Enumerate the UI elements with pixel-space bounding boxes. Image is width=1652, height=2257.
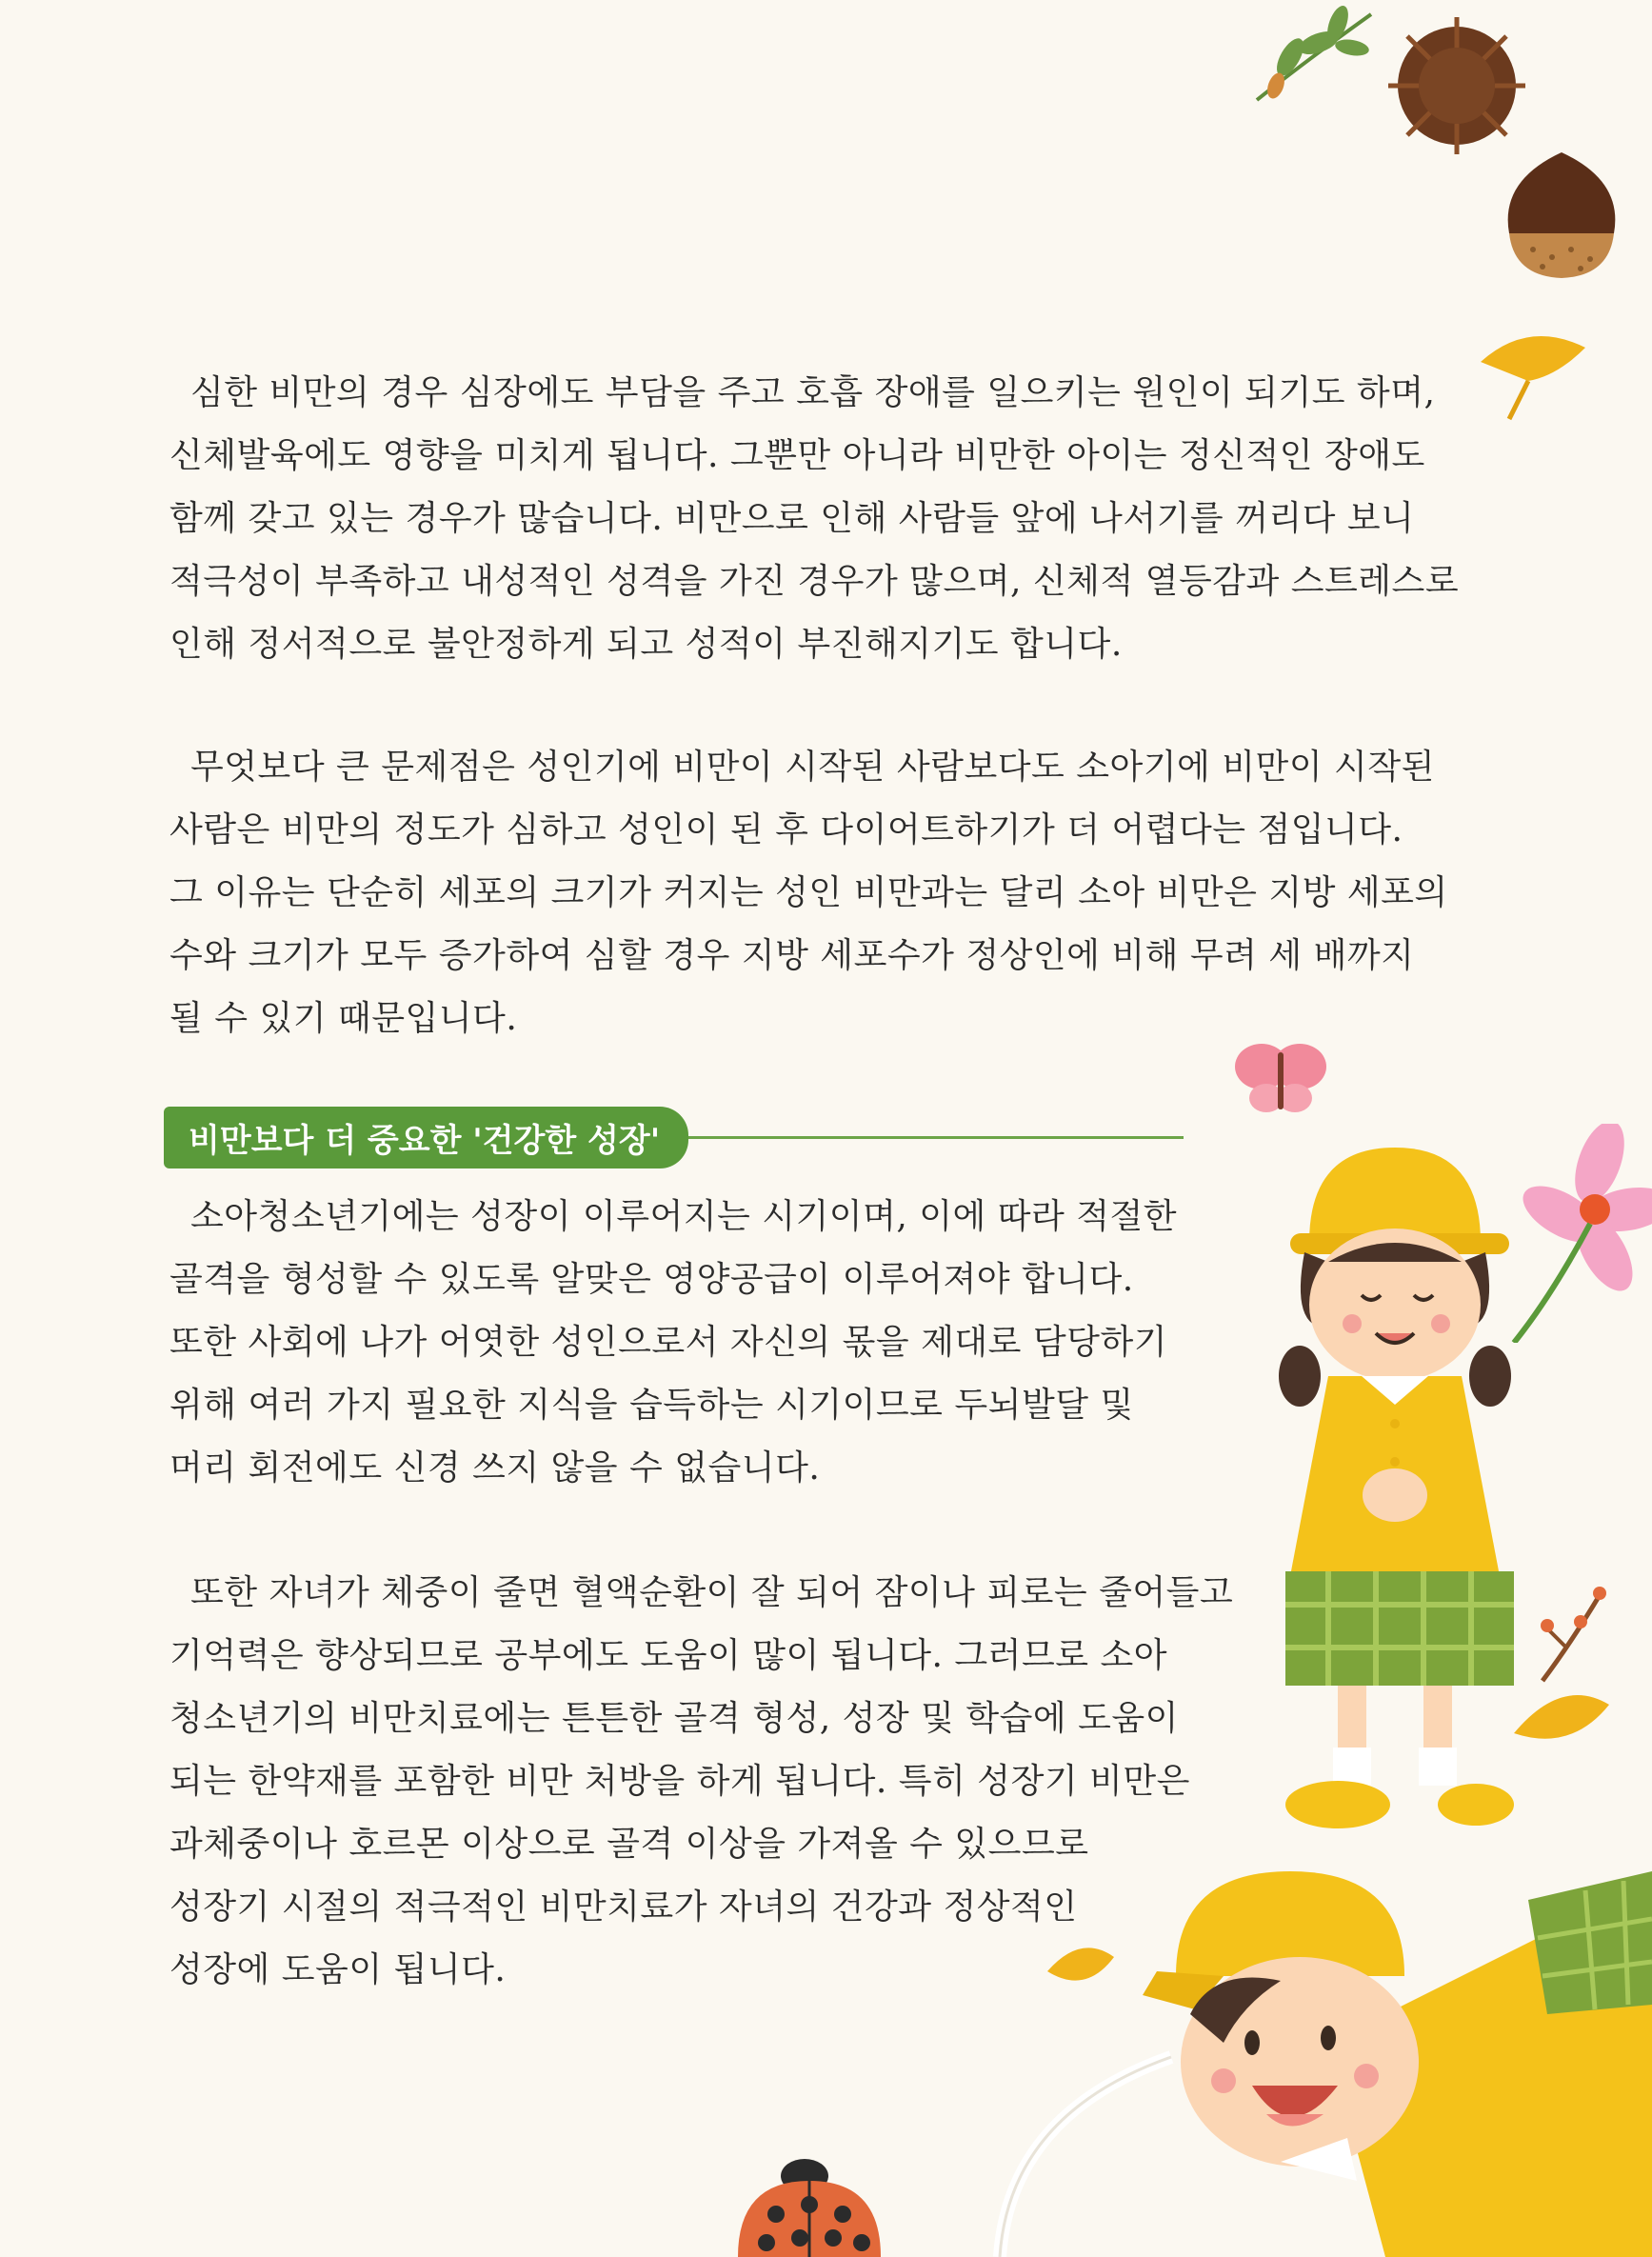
section-header [164, 1109, 1184, 1166]
text-line: 수와 크기가 모두 증가하여 심할 경우 지방 세포수가 정상인에 비해 무려 세 배까지 [169, 936, 1415, 975]
text-line: 함께 갖고 있는 경우가 많습니다. 비만으로 인해 사람들 앞에 나서기를 꺼리다 보니 [169, 499, 1415, 538]
paragraph-obesity-effects [169, 362, 1503, 676]
ginkgo-leaf-icon [1471, 319, 1595, 424]
text-line: 성장에 도움이 됩니다. [169, 1950, 507, 1989]
leaf-sprig-icon [1247, 5, 1381, 110]
text-line: 또한 자녀가 체중이 줄면 혈액순환이 잘 되어 잠이나 피로는 줄어들고 [190, 1573, 1234, 1612]
text-line: 인해 정서적으로 불안정하게 되고 성적이 부진해지기도 합니다. [169, 625, 1123, 664]
boy-running-illustration [1138, 1852, 1652, 2257]
yellow-leaf-icon [1504, 1676, 1619, 1762]
paragraph-childhood-obesity [169, 736, 1503, 1050]
text-line: 적극성이 부족하고 내성적인 성격을 가진 경우가 많으며, 신체적 열등감과 스트레스로 [169, 562, 1460, 601]
text-line: 될 수 있기 때문입니다. [169, 999, 518, 1038]
chestnut-burr-icon [1381, 10, 1533, 162]
text-line: 신체발육에도 영향을 미치게 됩니다. 그뿐만 아니라 비만한 아이는 정신적인 장애도 [169, 436, 1425, 475]
text-line: 머리 회전에도 신경 쓰지 않을 수 없습니다. [169, 1448, 821, 1488]
ladybug-icon [728, 2147, 890, 2257]
text-line: 또한 사회에 나가 어엿한 성인으로서 자신의 몫을 제대로 담당하기 [169, 1323, 1167, 1362]
text-line: 무엇보다 큰 문제점은 성인기에 비만이 시작된 사람보다도 소아기에 비만이 시작된 [190, 748, 1435, 787]
paragraph-growth-period [169, 1186, 1255, 1500]
berry-branch-icon [1533, 1576, 1619, 1690]
chestnut-icon [1495, 143, 1628, 286]
text-line: 과체중이나 호르몬 이상으로 골격 이상을 가져올 수 있으므로 [169, 1825, 1089, 1864]
section-title: 비만보다 더 중요한 '건강한 성장' [164, 1107, 688, 1168]
text-line: 그 이유는 단순히 세포의 크기가 커지는 성인 비만과는 달리 소아 비만은 지방 세포의 [169, 873, 1448, 912]
text-line: 기억력은 향상되므로 공부에도 도움이 많이 됩니다. 그러므로 소아 [169, 1636, 1167, 1675]
text-line: 위해 여러 가지 필요한 지식을 습득하는 시기이므로 두뇌발달 및 [169, 1386, 1134, 1425]
section-divider [688, 1136, 1184, 1139]
small-leaf-icon [1043, 1933, 1119, 2000]
bug-net-icon [981, 2038, 1200, 2257]
text-line: 사람은 비만의 정도가 심하고 성인이 된 후 다이어트하기가 더 어렵다는 점입니다. [169, 810, 1403, 849]
text-line: 심한 비만의 경우 심장에도 부담을 주고 호흡 장애를 일으키는 원인이 되기도 하며, [190, 373, 1436, 412]
text-line: 소아청소년기에는 성장이 이루어지는 시기이며, 이에 따라 적절한 [190, 1197, 1178, 1236]
text-line: 되는 한약재를 포함한 비만 처방을 하게 됩니다. 특히 성장기 비만은 [169, 1762, 1190, 1801]
text-line: 골격을 형성할 수 있도록 알맞은 영양공급이 이루어져야 합니다. [169, 1260, 1134, 1299]
butterfly-icon [1228, 1033, 1333, 1128]
text-line: 성장기 시절의 적극적인 비만치료가 자녀의 건강과 정상적인 [169, 1887, 1078, 1927]
text-line: 청소년기의 비만치료에는 튼튼한 골격 형성, 성장 및 학습에 도움이 [169, 1699, 1179, 1738]
